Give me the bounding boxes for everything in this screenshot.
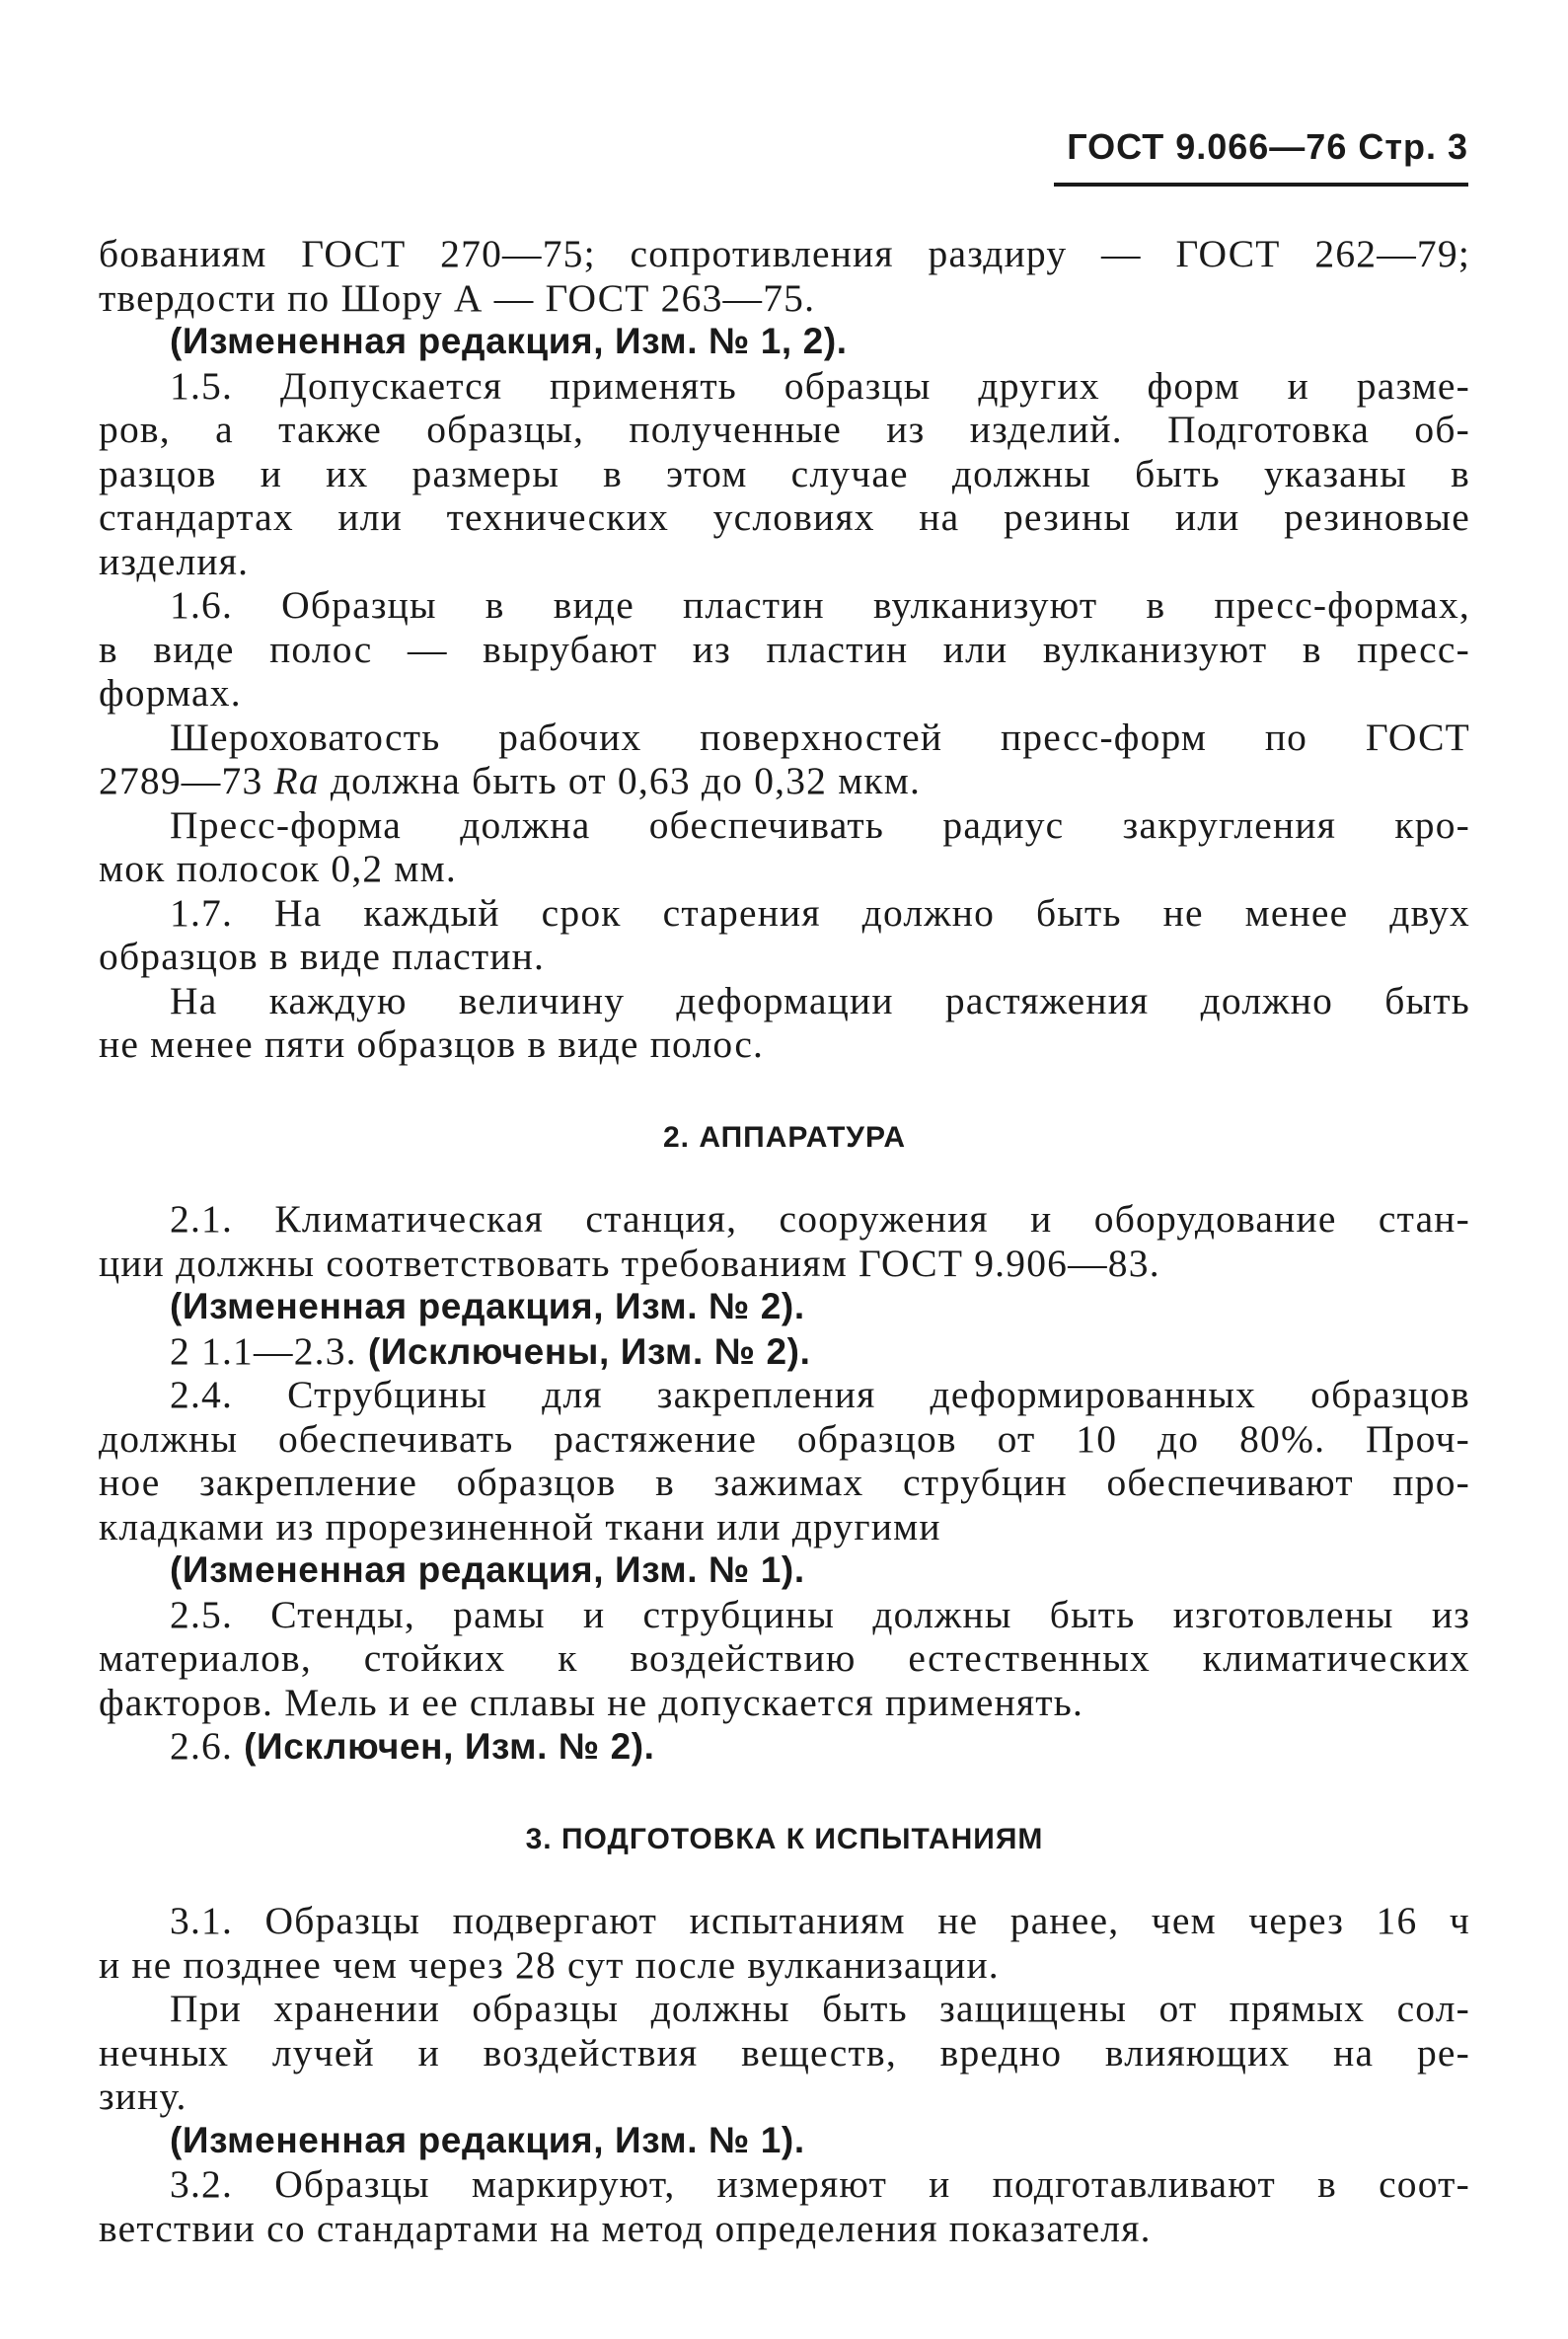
amendment-note: (Измененная редакция, Изм. № 1). xyxy=(170,2119,805,2160)
text-line: мок полосок 0,2 мм. xyxy=(99,847,457,890)
text-line: факторов. Мель и ее сплавы не допускается применять. xyxy=(99,1680,1084,1724)
text-line: нечных лучей и воздействия веществ, вредно влияющих на ре- xyxy=(99,2030,1470,2075)
text-line: ров, а также образцы, полученные из изделий. Подготовка об- xyxy=(99,408,1470,451)
section-heading-apparatus: 2. АППАРАТУРА xyxy=(663,1120,906,1154)
text-fragment: 2 1.1—2.3. xyxy=(170,1328,368,1373)
text-line: бованиям ГОСТ 270—75; сопротивления раздиру — ГОСТ 262—79; xyxy=(99,232,1470,275)
text-line: разцов и их размеры в этом случае должны быть указаны в xyxy=(99,451,1470,495)
text-fragment: должна быть от 0,63 до 0,32 мкм. xyxy=(319,759,922,802)
amendment-note: (Измененная редакция, Изм. № 1, 2). xyxy=(170,321,848,361)
text-line: изделия. xyxy=(99,539,250,583)
text-line: Пресс-форма должна обеспечивать радиус закругления кро- xyxy=(170,802,1470,847)
text-line: образцов в виде пластин. xyxy=(99,935,546,978)
text-line: На каждую величину деформации растяжения должно быть xyxy=(170,978,1470,1022)
text-line xyxy=(99,759,1470,803)
amendment-note: (Исключен, Изм. № 2). xyxy=(244,1726,655,1767)
text-line: стандартах или технических условиях на резины или резиновые xyxy=(99,495,1470,539)
text-line: 1.6. Образцы в виде пластин вулканизуют в пресс-формах, xyxy=(170,583,1470,627)
amendment-note: (Измененная редакция, Изм. № 1). xyxy=(170,1549,805,1590)
section-heading-preparation: 3. ПОДГОТОВКА К ИСПЫТАНИЯМ xyxy=(525,1822,1044,1855)
text-line: должны обеспечивать растяжение образцов от 10 до 80%. Проч- xyxy=(99,1416,1470,1461)
text-line: 2.4. Струбцины для закрепления деформированных образцов xyxy=(170,1373,1470,1416)
text-line xyxy=(99,1724,1470,1769)
document-body xyxy=(99,232,1470,2250)
text-line: твердости по Шору А — ГОСТ 263—75. xyxy=(99,275,816,320)
text-fragment: 2.6. xyxy=(170,1724,245,1768)
amendment-note: (Исключены, Изм. № 2). xyxy=(367,1330,811,1372)
text-fragment: 2789—73 xyxy=(99,759,274,802)
text-line: кладками из прорезиненной ткани или другими xyxy=(99,1504,941,1548)
text-line xyxy=(99,1329,1470,1374)
text-line: 2.1. Климатическая станция, сооружения и оборудование стан- xyxy=(170,1197,1470,1241)
text-line: 1.7. На каждый срок старения должно быть не менее двух xyxy=(170,890,1470,935)
running-head: ГОСТ 9.066—76 Стр. 3 xyxy=(1067,126,1468,167)
text-line: не менее пяти образцов в виде полос. xyxy=(99,1022,765,1066)
header-rule xyxy=(1054,183,1468,187)
text-line: При хранении образцы должны быть защищены от прямых сол- xyxy=(170,1987,1470,2030)
amendment-note: (Измененная редакция, Изм. № 2). xyxy=(170,1286,805,1326)
text-line: 3.1. Образцы подвергают испытаниям не ранее, чем через 16 ч xyxy=(170,1899,1470,1942)
text-line: материалов, стойких к воздействию естественных климатических xyxy=(99,1636,1470,1680)
text-line: и не позднее чем через 28 сут после вулканизации. xyxy=(99,1942,1000,1987)
text-line: ветствии со стандартами на метод определения показателя. xyxy=(99,2206,1152,2250)
text-line: ции должны соответствовать требованиям ГОСТ 9.906—83. xyxy=(99,1241,1160,1285)
ra-symbol: Ra xyxy=(273,759,320,802)
text-line: 1.5. Допускается применять образцы других форм и разме- xyxy=(170,363,1470,408)
text-line: ное закрепление образцов в зажимах струбцин обеспечивают про- xyxy=(99,1461,1470,1504)
text-line: в виде полос — вырубают из пластин или вулканизуют в пресс- xyxy=(99,627,1470,671)
text-line: 2.5. Стенды, рамы и струбцины должны быть изготовлены из xyxy=(170,1592,1470,1636)
text-line: Шероховатость рабочих поверхностей пресс-форм по ГОСТ xyxy=(170,715,1470,759)
text-line: формах. xyxy=(99,671,242,715)
text-line: 3.2. Образцы маркируют, измеряют и подготавливают в соот- xyxy=(170,2162,1470,2206)
text-line: зину. xyxy=(99,2075,187,2118)
